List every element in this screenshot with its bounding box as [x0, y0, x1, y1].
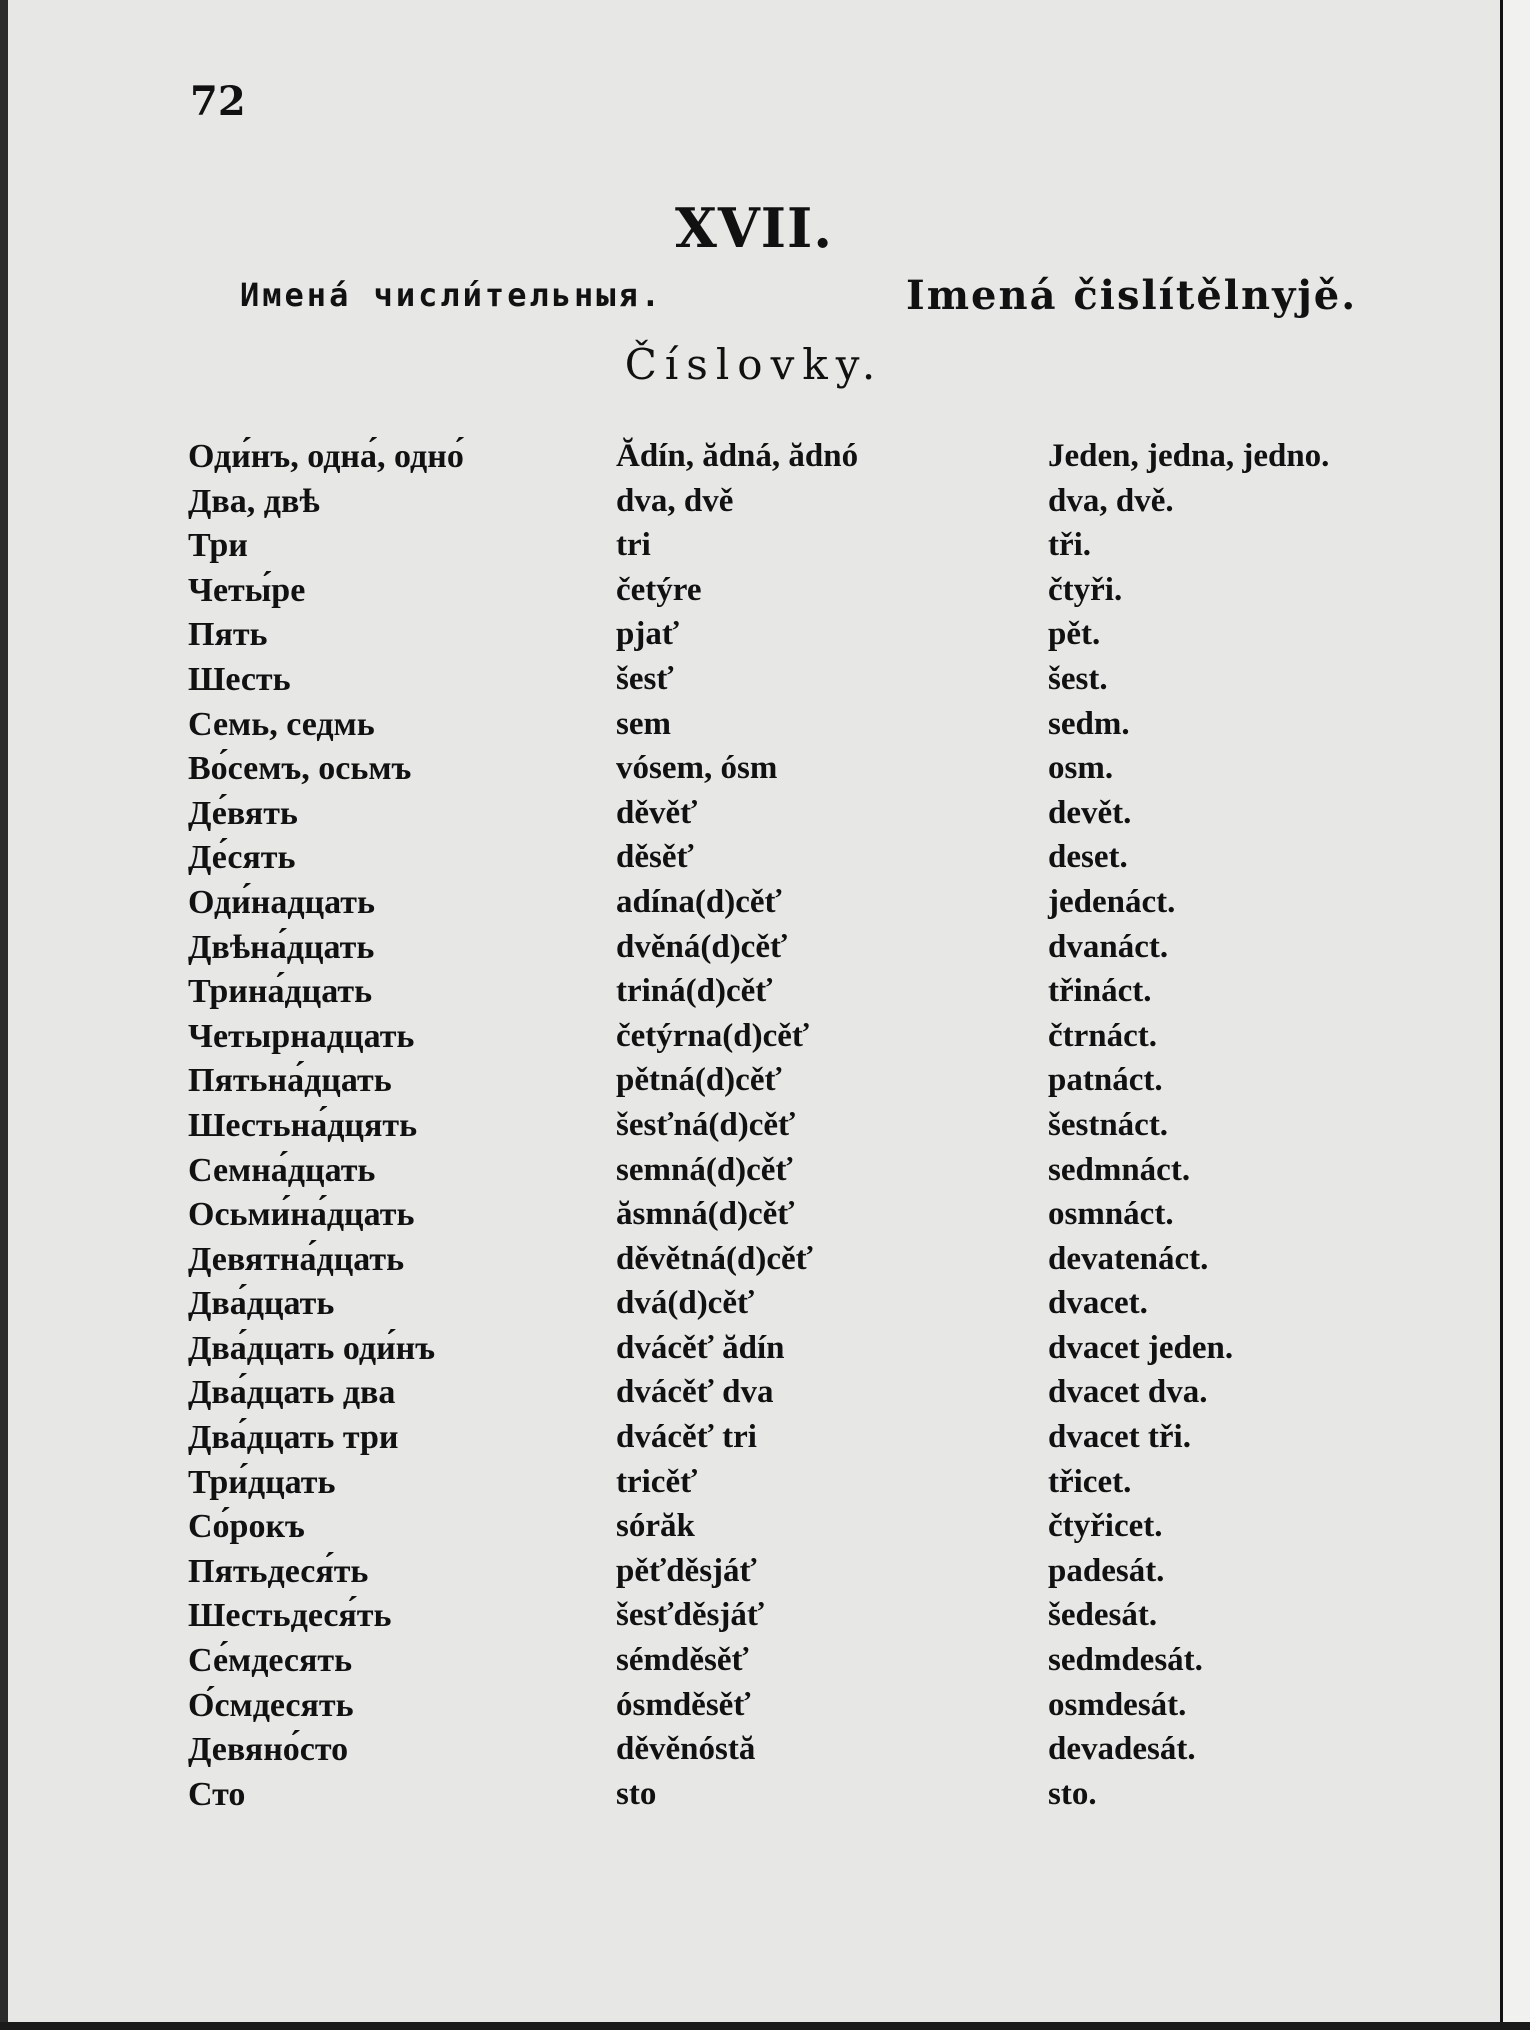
transliteration-word: četýre	[616, 571, 702, 608]
table-row	[8, 839, 1500, 884]
russian-word: Пять	[188, 616, 268, 654]
transliteration-word: dvácěť dva	[616, 1374, 774, 1411]
czech-word: čtyřicet.	[1048, 1508, 1163, 1545]
table-row	[8, 1731, 1500, 1776]
table-row	[8, 1464, 1500, 1509]
table-row	[8, 1374, 1500, 1419]
table-row	[8, 795, 1500, 840]
russian-word: О́смдесять	[188, 1686, 354, 1724]
transliteration-word: šesťděsjáť	[616, 1597, 765, 1634]
transliteration-word: tricěť	[616, 1463, 698, 1500]
transliteration-word: dva, dvě	[616, 482, 734, 519]
russian-word: Семь, седмь	[188, 705, 375, 743]
numerals-table	[8, 438, 1500, 1820]
transliteration-word: Ădín, ădná, ădnó	[616, 438, 859, 474]
transliteration-word: dvácěť tri	[616, 1419, 757, 1456]
table-row	[8, 973, 1500, 1018]
book-page	[8, 0, 1503, 2022]
table-row	[8, 1776, 1500, 1821]
table-row	[8, 438, 1500, 483]
czech-word: dva, dvě.	[1048, 482, 1174, 519]
transliteration-word: sem	[616, 705, 671, 742]
transliteration-word: děvětná(d)cěť	[616, 1240, 813, 1277]
russian-word: Трина́дцать	[188, 973, 373, 1011]
table-row	[8, 1107, 1500, 1152]
transliteration-word: děvěnóstă	[616, 1731, 756, 1768]
table-row	[8, 1152, 1500, 1197]
czech-word: Jeden, jedna, jedno.	[1048, 438, 1330, 474]
table-row	[8, 750, 1500, 795]
transliteration-word: semná(d)cěť	[616, 1151, 793, 1188]
transliteration-word: dvácěť ădín	[616, 1329, 785, 1366]
page-number: 72	[190, 78, 246, 125]
russian-word: Шестьна́дцять	[188, 1106, 418, 1144]
table-row	[8, 884, 1500, 929]
czech-word: osmnáct.	[1048, 1196, 1174, 1233]
czech-word: pět.	[1048, 616, 1101, 653]
czech-word: sto.	[1048, 1775, 1097, 1812]
czech-word: sedm.	[1048, 705, 1130, 742]
transliteration-word: ósmděsěť	[616, 1686, 751, 1723]
table-row	[8, 1241, 1500, 1286]
table-row	[8, 1062, 1500, 1107]
czech-word: osm.	[1048, 750, 1114, 787]
table-row	[8, 1419, 1500, 1464]
table-row	[8, 1687, 1500, 1732]
czech-word: patnáct.	[1048, 1062, 1163, 1099]
russian-word: Шестьдеся́ть	[188, 1597, 392, 1635]
transliteration-word: děvěť	[616, 794, 698, 831]
czech-word: deset.	[1048, 839, 1128, 876]
transliteration-word: triná(d)cěť	[616, 973, 773, 1010]
transliteration-word: vósem, ósm	[616, 750, 778, 787]
czech-word: čtrnáct.	[1048, 1017, 1158, 1054]
russian-word: Пятьна́дцать	[188, 1062, 392, 1100]
czech-word: čtyři.	[1048, 571, 1123, 608]
transliteration-word: tri	[616, 527, 651, 564]
table-row	[8, 1553, 1500, 1598]
table-row	[8, 1508, 1500, 1553]
russian-word: Сто	[188, 1775, 246, 1813]
russian-word: Два́дцать оди́нъ	[188, 1329, 436, 1367]
russian-word: Семна́дцать	[188, 1151, 376, 1189]
russian-word: Оди́нъ, одна́, одно́	[188, 438, 464, 475]
russian-word: Три́дцать	[188, 1463, 336, 1501]
czech-word: osmdesát.	[1048, 1686, 1187, 1723]
russian-word: Два, двѣ	[188, 482, 320, 520]
russian-word: Три	[188, 527, 248, 565]
russian-word: Де́вять	[188, 794, 298, 832]
transliteration-word: šesť	[616, 660, 674, 697]
czech-word: sedmnáct.	[1048, 1151, 1191, 1188]
next-page-edge	[1503, 0, 1530, 2030]
transliteration-word: pjať	[616, 616, 680, 653]
transliteration-word: ăsmná(d)cěť	[616, 1196, 795, 1233]
table-row	[8, 616, 1500, 661]
scan-border	[0, 2022, 1530, 2030]
czech-word: šestnáct.	[1048, 1106, 1169, 1143]
transliteration-word: pěťděsjáť	[616, 1552, 757, 1589]
russian-word: Четы́ре	[188, 571, 306, 609]
heading-transliteration: Imená čislítělnyjě.	[906, 272, 1358, 319]
transliteration-word: četýrna(d)cěť	[616, 1017, 810, 1054]
czech-word: devadesát.	[1048, 1731, 1196, 1768]
chapter-number: XVII.	[674, 196, 834, 260]
czech-word: dvacet.	[1048, 1285, 1148, 1322]
czech-word: sedmdesát.	[1048, 1642, 1203, 1679]
czech-word: šedesát.	[1048, 1597, 1158, 1634]
table-row	[8, 483, 1500, 528]
russian-word: Де́сять	[188, 839, 296, 877]
russian-word: Девяно́сто	[188, 1731, 349, 1769]
russian-word: Шесть	[188, 660, 291, 698]
table-row	[8, 527, 1500, 572]
transliteration-word: sórăk	[616, 1508, 695, 1545]
czech-word: třináct.	[1048, 973, 1152, 1010]
table-row	[8, 661, 1500, 706]
czech-word: dvacet tři.	[1048, 1419, 1191, 1456]
russian-word: Четырнадцать	[188, 1017, 415, 1055]
czech-word: padesát.	[1048, 1552, 1165, 1589]
transliteration-word: pětná(d)cěť	[616, 1062, 782, 1099]
table-row	[8, 1642, 1500, 1687]
russian-word: Два́дцать три	[188, 1419, 399, 1457]
table-row	[8, 572, 1500, 617]
czech-word: dvanáct.	[1048, 928, 1169, 965]
russian-word: Пятьдеся́ть	[188, 1552, 369, 1590]
czech-word: dvacet dva.	[1048, 1374, 1208, 1411]
russian-word: Во́семъ, осьмъ	[188, 750, 412, 788]
russian-word: Со́рокъ	[188, 1508, 305, 1546]
table-row	[8, 706, 1500, 751]
russian-word: Два́дцать два	[188, 1374, 396, 1412]
czech-word: devět.	[1048, 794, 1132, 831]
heading-russian: Именá числи́тельныя.	[240, 276, 664, 314]
czech-word: dvacet jeden.	[1048, 1329, 1234, 1366]
table-row	[8, 1285, 1500, 1330]
czech-word: tři.	[1048, 527, 1092, 564]
transliteration-word: dvá(d)cěť	[616, 1285, 755, 1322]
table-row	[8, 929, 1500, 974]
russian-word: Двѣна́дцать	[188, 928, 375, 966]
russian-word: Девятна́дцать	[188, 1240, 405, 1278]
czech-word: třicet.	[1048, 1463, 1132, 1500]
table-row	[8, 1196, 1500, 1241]
table-row	[8, 1597, 1500, 1642]
table-row	[8, 1330, 1500, 1375]
russian-word: Осьми́на́дцать	[188, 1196, 415, 1234]
transliteration-word: sto	[616, 1775, 657, 1812]
transliteration-word: děsěť	[616, 839, 694, 876]
heading-czech: Číslovky.	[624, 340, 884, 389]
russian-word: Се́мдесять	[188, 1642, 353, 1680]
russian-word: Два́дцать	[188, 1285, 335, 1323]
czech-word: šest.	[1048, 660, 1108, 697]
transliteration-word: dvěná(d)cěť	[616, 928, 788, 965]
transliteration-word: šesťná(d)cěť	[616, 1106, 796, 1143]
transliteration-word: adína(d)cěť	[616, 883, 782, 920]
czech-word: devatenáct.	[1048, 1240, 1209, 1277]
russian-word: Оди́надцать	[188, 883, 375, 921]
transliteration-word: sémděsěť	[616, 1642, 749, 1679]
table-row	[8, 1018, 1500, 1063]
czech-word: jedenáct.	[1048, 883, 1176, 920]
